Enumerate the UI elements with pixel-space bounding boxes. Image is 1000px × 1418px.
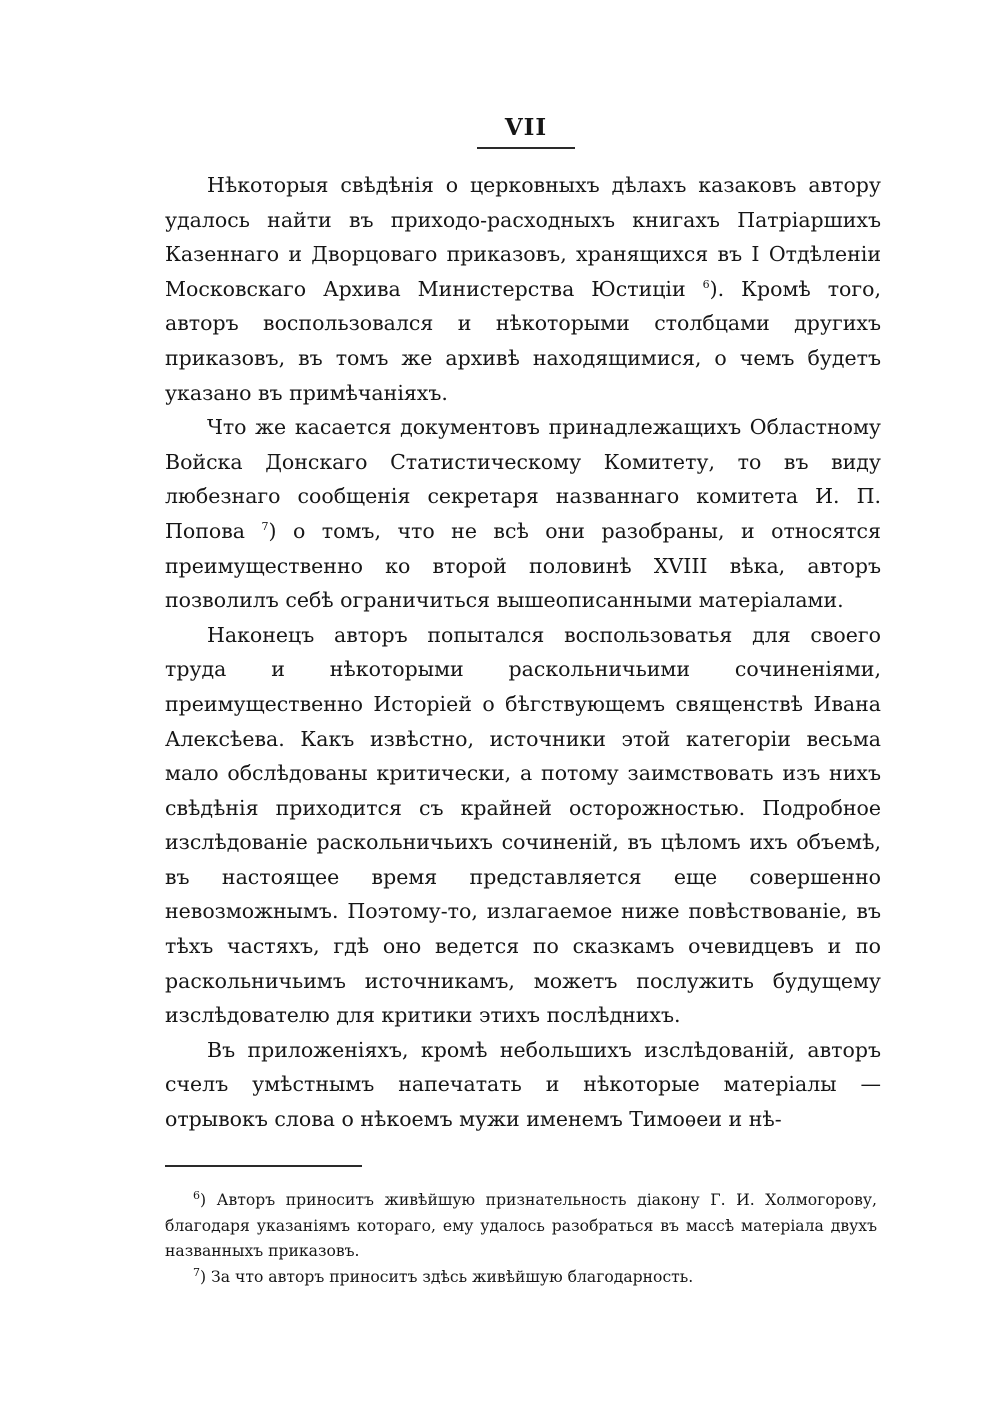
footnote <box>165 1188 877 1265</box>
paragraph-text: ). Кромѣ того, авторъ воспользовался и нѣкоторыми столбцами другихъ приказовъ, въ томъ же архивѣ находящимися, о чемъ будетъ указано въ примѣчаніяхъ. <box>165 276 881 405</box>
footnote-reference: 6 <box>702 277 710 291</box>
paragraph-don-committee <box>165 410 881 618</box>
paragraph-appendices: Въ приложеніяхъ, кромѣ небольшихъ изслѣдованій, авторъ счелъ умѣстнымъ напечатать и нѣкоторые матеріалы — отрывокъ слова о нѣкоемъ мужи именемъ Тимоѳеи и нѣ- <box>165 1037 881 1132</box>
footnote-divider <box>165 1165 362 1167</box>
footnote-text: ) Авторъ приноситъ живѣйшую признательность діакону Г. И. Холмогорову, благодаря указаніямъ котораго, ему удалось разобраться въ массѣ матеріала двухъ названныхъ приказовъ. <box>165 1191 877 1260</box>
header-rule <box>477 147 575 149</box>
footnote-text: ) За что авторъ приноситъ здѣсь живѣйшую благодарность. <box>200 1267 694 1286</box>
footnote-reference: 7 <box>261 520 269 534</box>
footnotes <box>165 1188 877 1290</box>
main-text <box>165 168 881 1137</box>
paragraph-archive-sources <box>165 168 881 410</box>
paragraph-text: Что же касается документовъ принадлежащихъ Областному Войска Донскаго Статистическому Комитету, то въ виду любезнаго сообщенія секретаря названнаго комитета И. П. Попова <box>165 415 881 543</box>
footnote <box>165 1265 877 1291</box>
footnote-mark: 7 <box>193 1265 200 1279</box>
paragraph-text: Нѣкоторыя свѣдѣнія о церковныхъ дѣлахъ казаковъ автору удалось найти въ приходо-расходныхъ книгахъ Патріаршихъ Казеннаго и Дворцоваго приказовъ, хранящихся въ I Отдѣленіи Московскаго Архива Министерства Юстиціи <box>165 173 881 301</box>
page-number: VII <box>504 114 548 141</box>
paragraph-text: ) о томъ, что не всѣ они разобраны, и относятся преимущественно ко второй половинѣ XVIII вѣка, авторъ позволилъ себѣ ограничиться вышеописанными матеріалами. <box>165 518 881 613</box>
footnote-mark: 6 <box>193 1188 200 1202</box>
paragraph-schismatic-sources: Наконецъ авторъ попытался воспользоватья для своего труда и нѣкоторыми раскольничьими сочиненіями, преимущественно Исторіей о бѣгствующемъ священствѣ Ивана Алексѣева. Какъ извѣстно, источники этой категоріи весьма мало обслѣдованы критически, а потому заимствовать изъ нихъ свѣдѣнія приходится съ крайней осторожностью. Подробное изслѣдованіе раскольничьихъ сочиненій, въ цѣломъ ихъ объемѣ, въ настоящее время представляется еще совершенно невозможнымъ. Поэтому-то, излагаемое ниже повѣствованіе, въ тѣхъ частяхъ, гдѣ оно ведется по сказкамъ очевидцевъ и по раскольничьимъ источникамъ, можетъ послужить будущему изслѣдователю для критики этихъ послѣднихъ. <box>165 622 881 1028</box>
